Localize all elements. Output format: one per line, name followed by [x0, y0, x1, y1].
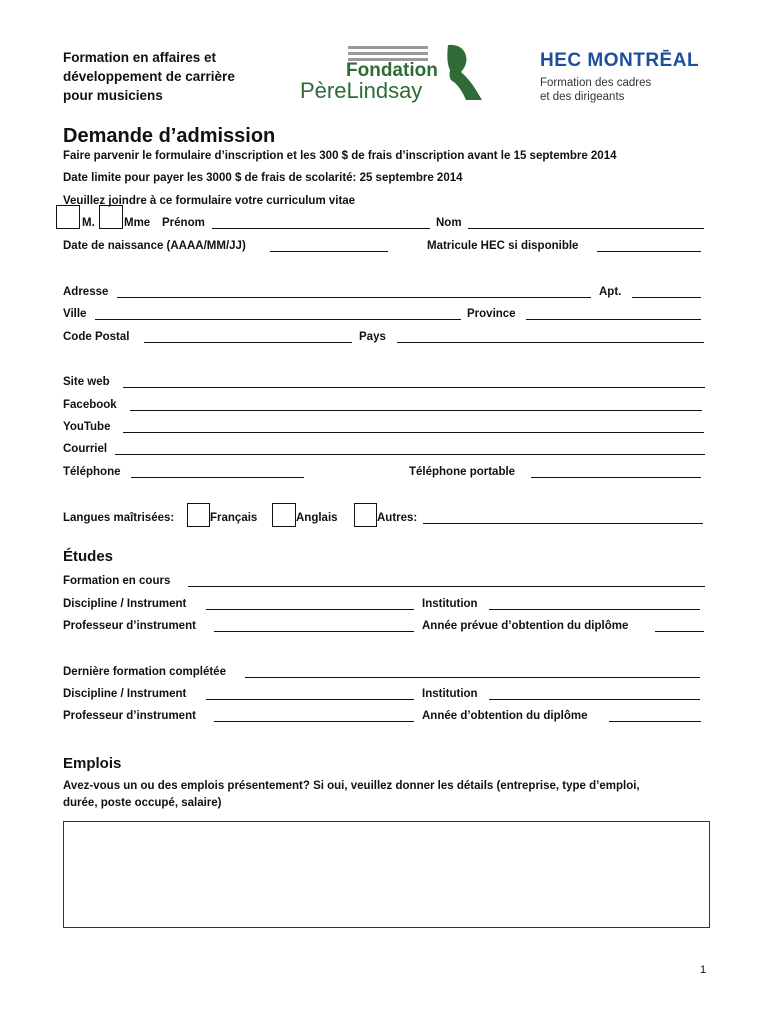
code-postal-label: Code Postal: [63, 331, 130, 343]
institution-label: Institution: [422, 688, 478, 700]
discipline-label: Discipline / Instrument: [63, 688, 187, 700]
emplois-question: durée, poste occupé, salaire): [63, 797, 222, 809]
emplois-heading: Emplois: [63, 755, 122, 772]
program-title-line: développement de carrière: [63, 69, 235, 84]
program-title-line: pour musiciens: [63, 88, 163, 103]
intro-line: Faire parvenir le formulaire d’inscription et les 300 $ de frais d’inscription avant le 15 septembre 2014: [63, 150, 617, 162]
m-checkbox[interactable]: [56, 205, 80, 229]
telephone-portable-field[interactable]: [531, 466, 701, 478]
pays-label: Pays: [359, 331, 386, 343]
province-label: Province: [467, 308, 516, 320]
annee-obtention-label: Année d’obtention du diplôme: [422, 710, 588, 722]
telephone-label: Téléphone: [63, 466, 121, 478]
m-label: M.: [82, 217, 95, 229]
francais-checkbox[interactable]: [187, 503, 210, 527]
prenom-field[interactable]: [212, 217, 430, 229]
annee-obtention-field[interactable]: [609, 710, 701, 722]
fondation-logo-line2: PèreLindsay: [300, 78, 423, 103]
professeur-field[interactable]: [214, 620, 414, 632]
fondation-logo-line1: Fondation: [346, 60, 438, 81]
adresse-label: Adresse: [63, 286, 109, 298]
annee-prevue-field[interactable]: [655, 620, 704, 632]
formation-en-cours-label: Formation en cours: [63, 575, 171, 587]
courriel-field[interactable]: [115, 443, 705, 455]
apt-label: Apt.: [599, 286, 622, 298]
prenom-label: Prénom: [162, 217, 205, 229]
intro-line: Date limite pour payer les 3000 $ de frais de scolarité: 25 septembre 2014: [63, 172, 463, 184]
mme-label: Mme: [124, 217, 151, 229]
program-title-line: Formation en affaires et: [63, 50, 217, 65]
annee-prevue-label: Année prévue d’obtention du diplôme: [422, 620, 629, 632]
page-title: Demande d’admission: [63, 125, 276, 147]
anglais-checkbox[interactable]: [272, 503, 296, 527]
autres-label: Autres:: [377, 512, 418, 524]
discipline-field[interactable]: [206, 688, 414, 700]
matricule-label: Matricule HEC si disponible: [427, 240, 579, 252]
ville-label: Ville: [63, 308, 87, 320]
francais-label: Français: [210, 512, 258, 524]
code-postal-field[interactable]: [144, 331, 352, 343]
emplois-details-textarea[interactable]: [63, 821, 710, 928]
program-title: [63, 48, 235, 105]
telephone-portable-label: Téléphone portable: [409, 466, 516, 478]
professeur-field[interactable]: [214, 710, 414, 722]
matricule-field[interactable]: [597, 240, 701, 252]
hec-logo-title: HEC MONTRĒAL: [540, 50, 700, 71]
hec-logo-subtitle-line: Formation des cadres: [540, 77, 652, 89]
institution-label: Institution: [422, 598, 478, 610]
dob-field[interactable]: [270, 240, 388, 252]
institution-field[interactable]: [489, 598, 700, 610]
anglais-label: Anglais: [296, 512, 338, 524]
nom-field[interactable]: [468, 217, 704, 229]
discipline-label: Discipline / Instrument: [63, 598, 187, 610]
site-web-field[interactable]: [123, 376, 705, 388]
mme-checkbox[interactable]: [99, 205, 123, 229]
derniere-formation-field[interactable]: [245, 666, 700, 678]
autres-checkbox[interactable]: [354, 503, 377, 527]
langues-label: Langues maîtrisées:: [63, 512, 175, 524]
autres-field[interactable]: [423, 512, 703, 524]
dob-label: Date de naissance (AAAA/MM/JJ): [63, 240, 246, 252]
institution-field[interactable]: [489, 688, 700, 700]
hec-montreal-logo: [540, 50, 710, 110]
site-web-label: Site web: [63, 376, 110, 388]
ville-field[interactable]: [95, 308, 461, 320]
adresse-field[interactable]: [117, 286, 591, 298]
pays-field[interactable]: [397, 331, 704, 343]
youtube-field[interactable]: [123, 421, 704, 433]
hec-logo-subtitle-line: et des dirigeants: [540, 91, 625, 103]
youtube-label: YouTube: [63, 421, 111, 433]
discipline-field[interactable]: [206, 598, 414, 610]
courriel-label: Courriel: [63, 443, 108, 455]
fondation-pere-lindsay-logo: [298, 42, 488, 104]
emplois-question: Avez-vous un ou des emplois présentement? Si oui, veuillez donner les détails (entreprise, type d’emploi,: [63, 780, 640, 792]
intro-line: Veuillez joindre à ce formulaire votre curriculum vitae: [63, 195, 356, 207]
page-number: 1: [700, 964, 707, 976]
apt-field[interactable]: [632, 286, 701, 298]
hec-logo-subtitle: [540, 76, 710, 104]
facebook-field[interactable]: [130, 399, 702, 411]
nom-label: Nom: [436, 217, 462, 229]
derniere-formation-label: Dernière formation complétée: [63, 666, 226, 678]
professeur-label: Professeur d’instrument: [63, 620, 196, 632]
telephone-field[interactable]: [131, 466, 304, 478]
etudes-heading: Études: [63, 548, 114, 565]
province-field[interactable]: [526, 308, 701, 320]
professeur-label: Professeur d’instrument: [63, 710, 196, 722]
facebook-label: Facebook: [63, 399, 117, 411]
formation-en-cours-field[interactable]: [188, 575, 705, 587]
